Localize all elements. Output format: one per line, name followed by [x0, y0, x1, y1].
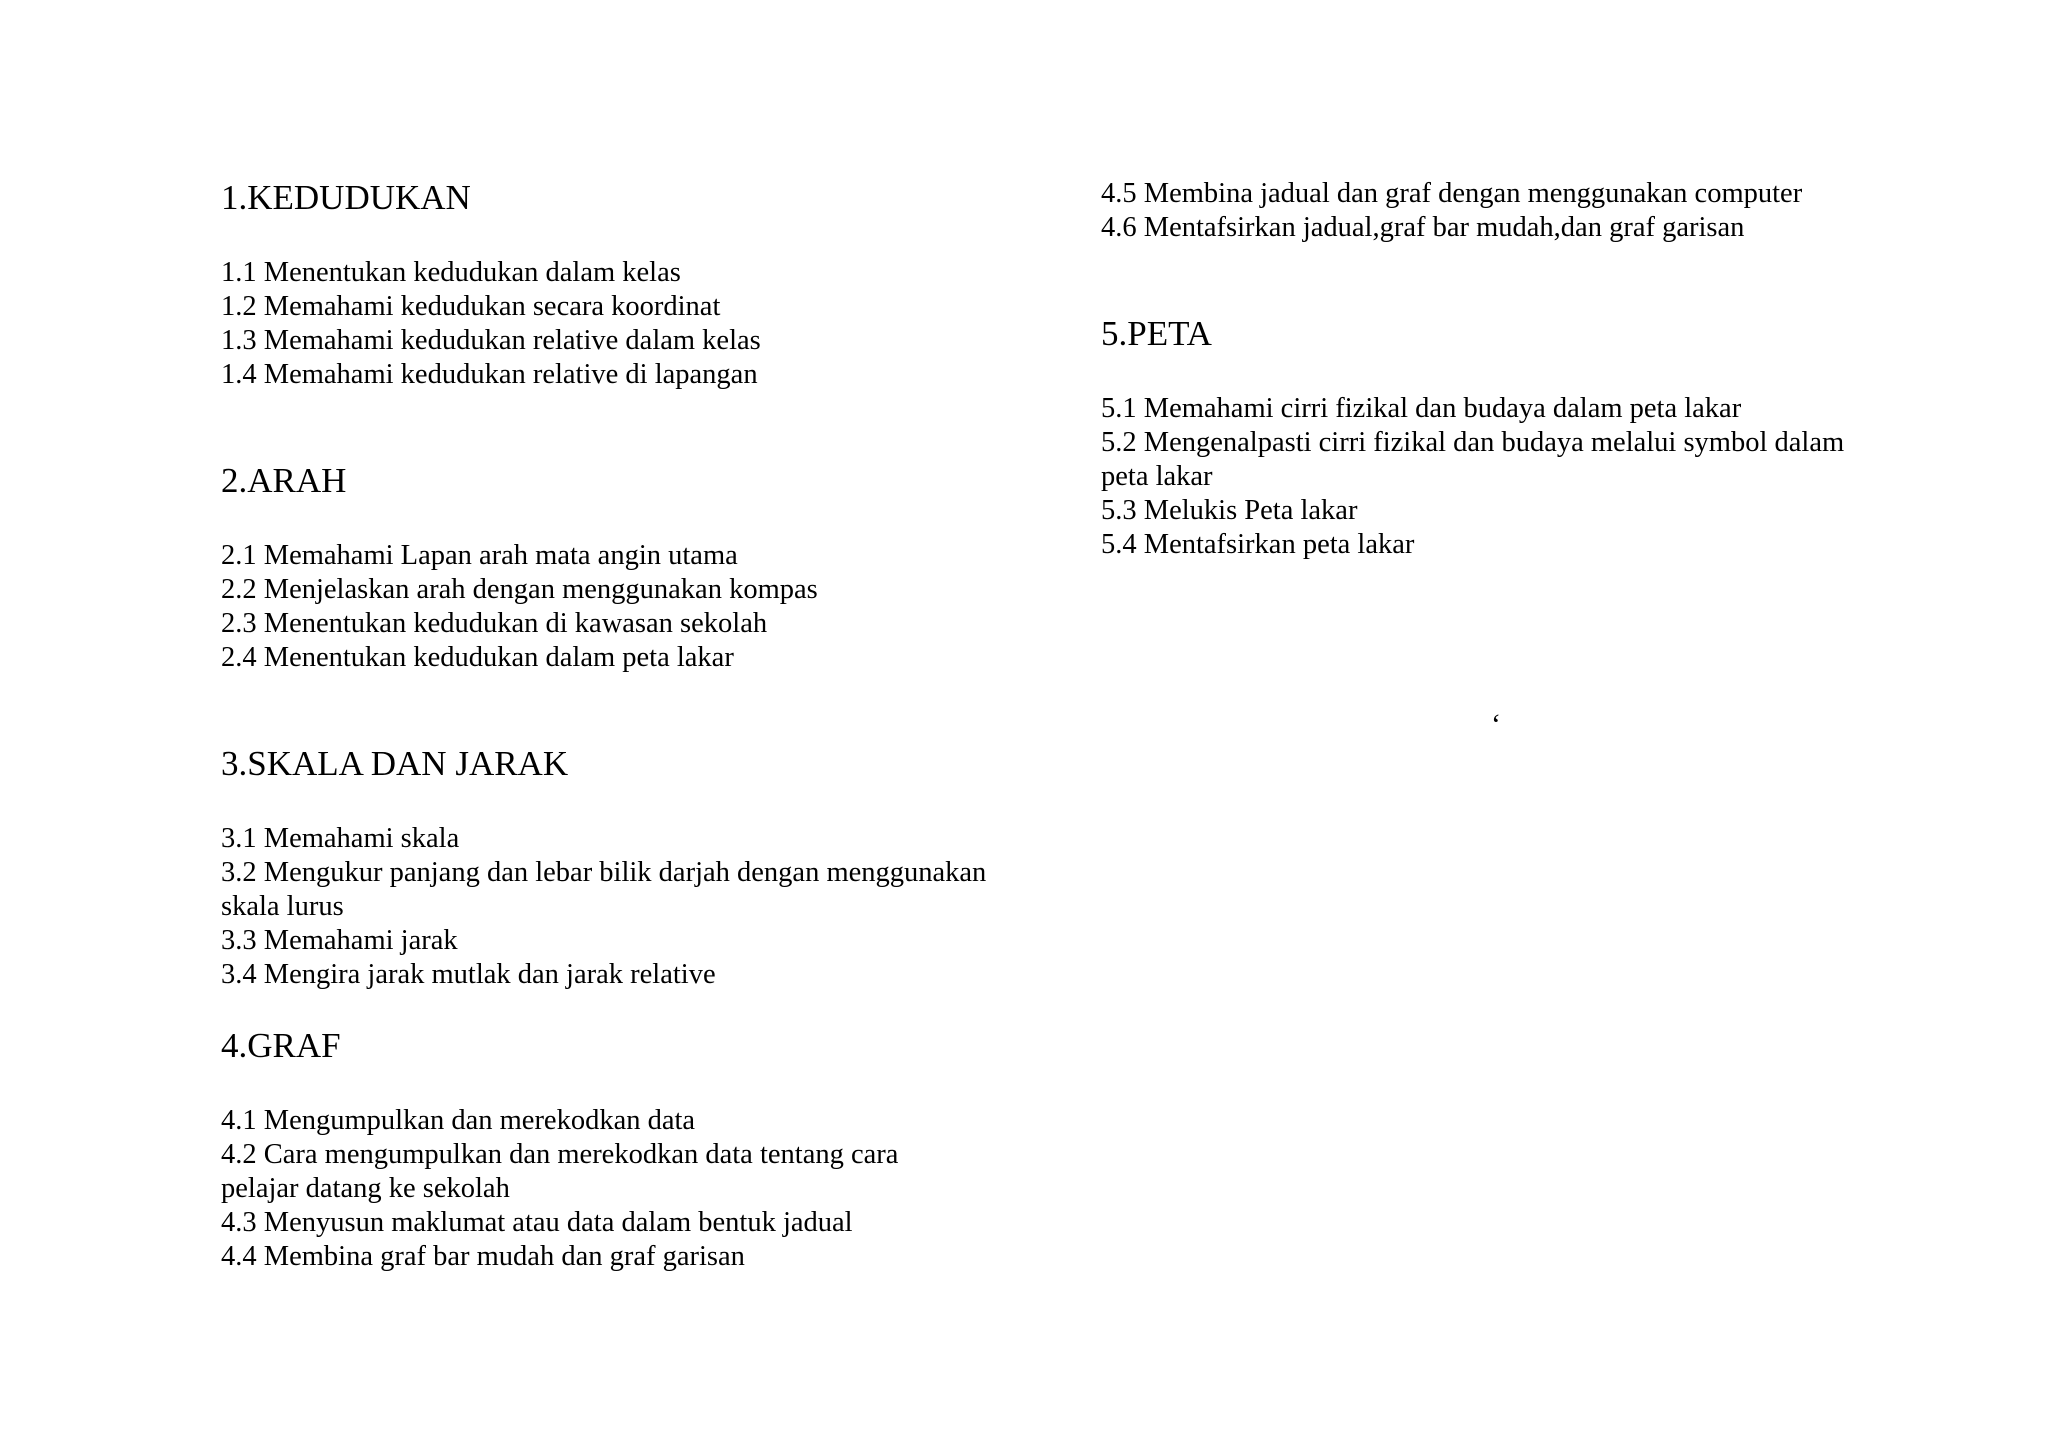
list-item: 5.4 Mentafsirkan peta lakar [1101, 529, 1415, 560]
list-item: 4.4 Membina graf bar mudah dan graf garisan [221, 1241, 745, 1272]
section-2-title: 2.ARAH [221, 461, 347, 500]
stray-quote-mark: ‘ [1491, 708, 1501, 741]
list-item: 4.3 Menyusun maklumat atau data dalam bentuk jadual [221, 1207, 853, 1238]
list-item: 5.1 Memahami cirri fizikal dan budaya dalam peta lakar [1101, 393, 1742, 424]
list-item: 1.1 Menentukan kedudukan dalam kelas [221, 257, 681, 288]
section-3-title: 3.SKALA DAN JARAK [221, 744, 569, 783]
list-item: skala lurus [221, 891, 344, 922]
section-4-title: 4.GRAF [221, 1026, 341, 1065]
list-item: 2.3 Menentukan kedudukan di kawasan sekolah [221, 608, 768, 639]
list-item: 2.1 Memahami Lapan arah mata angin utama [221, 540, 738, 571]
list-item: 3.4 Mengira jarak mutlak dan jarak relative [221, 959, 716, 990]
list-item: 2.2 Menjelaskan arah dengan menggunakan kompas [221, 574, 818, 605]
list-item: 5.3 Melukis Peta lakar [1101, 495, 1358, 526]
section-5-title: 5.PETA [1101, 314, 1212, 353]
list-item: 2.4 Menentukan kedudukan dalam peta lakar [221, 642, 734, 673]
list-item: 1.2 Memahami kedudukan secara koordinat [221, 291, 721, 322]
list-item: 5.2 Mengenalpasti cirri fizikal dan budaya melalui symbol dalam [1101, 427, 1845, 458]
list-item: 3.1 Memahami skala [221, 823, 460, 854]
list-item: 4.6 Mentafsirkan jadual,graf bar mudah,dan graf garisan [1101, 212, 1745, 243]
list-item: pelajar datang ke sekolah [221, 1173, 510, 1204]
list-item: peta lakar [1101, 461, 1213, 492]
list-item: 4.1 Mengumpulkan dan merekodkan data [221, 1105, 696, 1136]
list-item: 1.3 Memahami kedudukan relative dalam kelas [221, 325, 761, 356]
list-item: 3.3 Memahami jarak [221, 925, 458, 956]
list-item: 3.2 Mengukur panjang dan lebar bilik darjah dengan menggunakan [221, 857, 987, 888]
list-item: 1.4 Memahami kedudukan relative di lapangan [221, 359, 758, 390]
section-1-title: 1.KEDUDUKAN [221, 178, 471, 217]
list-item: 4.5 Membina jadual dan graf dengan menggunakan computer [1101, 178, 1803, 209]
list-item: 4.2 Cara mengumpulkan dan merekodkan data tentang cara [221, 1139, 899, 1170]
